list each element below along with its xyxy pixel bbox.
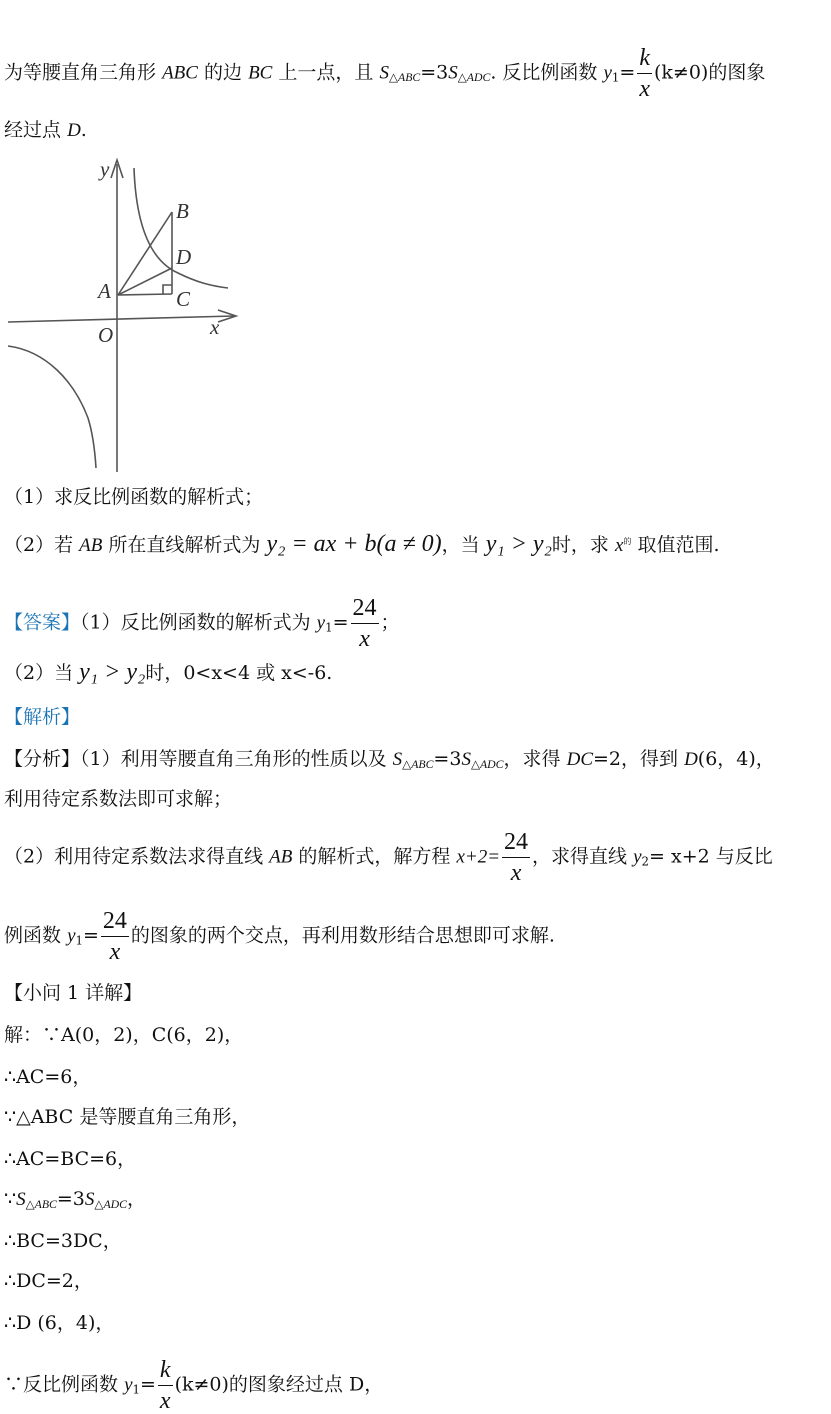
triangle-abc: ABC xyxy=(162,62,198,84)
intro-line-2 xyxy=(4,121,87,140)
analysis-tag: 【解析】 xyxy=(4,706,81,728)
detail-step-5 xyxy=(4,1190,146,1209)
area-sub-adc: △ADC xyxy=(94,1197,127,1211)
fraction-k-over-x xyxy=(158,1358,173,1413)
detail-step-7: ∴DC=2， xyxy=(4,1270,93,1292)
numerator: 24 xyxy=(101,909,129,937)
label-d: D xyxy=(176,245,192,269)
answer-line-1 xyxy=(4,596,400,651)
numerator: k xyxy=(158,1358,173,1386)
coordinate-figure xyxy=(6,156,242,472)
segment-ab xyxy=(118,212,172,295)
detail-text: =3 xyxy=(56,1188,85,1210)
detail-text: ∵反比例函数 xyxy=(4,1373,119,1396)
var-y: y xyxy=(124,1374,133,1396)
q2-inequality: y₁ > y₂ xyxy=(485,531,552,557)
q2-text: （2）若 xyxy=(4,534,74,556)
answer-text: ； xyxy=(380,611,400,634)
answer-inequality: y₁ > y₂ xyxy=(79,659,146,685)
analysis-text: 的图象的两个交点，再利用数形结合思想即可求解. xyxy=(130,924,555,947)
area-symbol: S xyxy=(16,1189,26,1210)
detail-step-6: ∴BC=3DC， xyxy=(4,1230,122,1252)
area-symbol: S xyxy=(379,62,389,84)
analysis-text: ，求得 xyxy=(503,748,561,770)
detail-text: (k≠0)的图象经过点 D， xyxy=(174,1373,384,1396)
q2-formula: y₂ = ax + b(a ≠ 0) xyxy=(266,531,442,557)
label-o: O xyxy=(98,323,114,347)
intro-text: =3 xyxy=(420,61,449,84)
point-d: D xyxy=(684,749,698,770)
intro-text: 上一点，且 xyxy=(278,61,374,84)
question-2 xyxy=(4,532,720,556)
analysis-text: ，求得直线 xyxy=(532,845,628,868)
q2-text: ，当 xyxy=(441,534,480,556)
answer-text: 时，0<x<4 或 x<-6. xyxy=(145,662,333,684)
q2-text: 取值范围. xyxy=(637,534,720,556)
area-symbol: S xyxy=(461,749,471,770)
sub-1: 1 xyxy=(325,620,333,635)
detail-step-2: ∴AC=6， xyxy=(4,1066,92,1088)
fraction-24-over-x xyxy=(351,596,379,651)
right-angle-mark xyxy=(163,285,172,294)
analysis-text: （2）利用待定系数法求得直线 xyxy=(4,845,264,868)
intro-text: 为等腰直角三角形 xyxy=(4,61,157,84)
answer-text: （2）当 xyxy=(4,662,74,684)
analysis-text: 例函数 xyxy=(4,924,62,947)
analysis-text: =3 xyxy=(433,748,462,770)
hyperbola-branch-1 xyxy=(134,168,228,288)
label-c: C xyxy=(176,287,191,311)
q2-text: 所在直线解析式为 xyxy=(108,534,261,556)
equals: = xyxy=(332,611,349,634)
var-y: y xyxy=(603,62,612,84)
analysis-line-4 xyxy=(4,909,555,964)
fraction-k-over-x xyxy=(637,46,652,101)
x-axis xyxy=(8,316,234,322)
area-sub-adc: △ADC xyxy=(470,757,504,771)
line-ab: AB xyxy=(79,535,103,556)
var-y: y xyxy=(67,925,76,947)
denominator: x xyxy=(639,76,650,102)
analysis-line-1 xyxy=(4,750,775,769)
fraction-24-over-x xyxy=(101,909,129,964)
area-symbol: S xyxy=(392,749,403,770)
line-ab: AB xyxy=(269,846,293,868)
area-symbol: S xyxy=(448,62,458,84)
label-x: x xyxy=(210,315,220,339)
segment-ac xyxy=(118,294,172,295)
numerator: k xyxy=(637,46,652,74)
detail-step-9 xyxy=(4,1358,383,1413)
intro-text: 的边 xyxy=(204,61,243,84)
numerator: 24 xyxy=(351,596,379,624)
label-y: y xyxy=(100,157,110,181)
question-1: （1）求反比例函数的解析式； xyxy=(4,486,264,508)
area-sub-abc: △ABC xyxy=(388,71,421,85)
side-bc: BC xyxy=(248,62,273,84)
numerator: 24 xyxy=(502,830,530,858)
denominator: x xyxy=(109,939,121,965)
intro-text: (k≠0)的图象 xyxy=(654,61,766,84)
detail-step-3: ∵△ABC 是等腰直角三角形， xyxy=(4,1106,251,1128)
segment-dc: DC xyxy=(566,749,593,770)
q2-text: 时，求 xyxy=(551,534,609,556)
hyperbola-branch-2 xyxy=(8,346,96,468)
intro-text: . 反比例函数 xyxy=(490,61,598,84)
detail-step-4: ∴AC=BC=6， xyxy=(4,1148,137,1170)
answer-tag: 【答案】 xyxy=(4,611,81,634)
area-sub-abc: △ABC xyxy=(402,757,434,771)
equation-left: x+2= xyxy=(456,846,501,868)
sub-1: 1 xyxy=(132,1382,140,1397)
analysis-text: 【分析】（1）利用等腰直角三角形的性质以及 xyxy=(4,748,387,770)
equals: = xyxy=(619,61,636,84)
detail-step-8: ∴D (6，4)， xyxy=(4,1312,115,1334)
analysis-line-2: 利用待定系数法即可求解； xyxy=(4,788,233,810)
label-b: B xyxy=(176,199,189,223)
detail-title: 【小问 1 详解】 xyxy=(4,982,143,1004)
sub-1: 1 xyxy=(75,933,83,948)
detail-text: ∵ xyxy=(4,1188,17,1210)
denominator: x xyxy=(359,626,370,652)
analysis-text: =2，得到 xyxy=(593,748,679,770)
fraction-24-over-x xyxy=(502,830,530,885)
area-symbol: S xyxy=(84,1189,95,1210)
denominator: x xyxy=(159,1388,171,1414)
analysis-text: = x+2 与反比 xyxy=(649,845,773,868)
answer-text: （1）反比例函数的解析式为 xyxy=(80,611,311,634)
area-sub-abc: △ABC xyxy=(25,1197,57,1211)
sub-1: 1 xyxy=(611,70,620,85)
equals: = xyxy=(140,1373,156,1396)
label-a: A xyxy=(98,279,111,303)
sub-2: 2 xyxy=(641,854,650,869)
q2-tiny-char: 的 xyxy=(623,536,632,546)
point-d: D xyxy=(67,120,81,141)
detail-step-1: 解：∵A(0，2)，C(6，2)， xyxy=(4,1024,244,1046)
var-x: x xyxy=(614,535,624,556)
area-sub-adc: △ADC xyxy=(457,71,491,85)
analysis-text: (6，4)， xyxy=(697,748,775,770)
denominator: x xyxy=(510,860,522,886)
detail-text: ， xyxy=(126,1188,146,1210)
analysis-line-3 xyxy=(4,830,773,885)
analysis-text: 的解析式，解方程 xyxy=(298,845,451,868)
intro-line-1 xyxy=(4,46,765,101)
var-y: y xyxy=(633,846,642,868)
answer-line-2 xyxy=(4,660,332,684)
intro-text: . xyxy=(80,119,87,141)
var-y: y xyxy=(316,612,326,634)
intro-text: 经过点 xyxy=(4,119,62,141)
equals: = xyxy=(83,924,99,947)
